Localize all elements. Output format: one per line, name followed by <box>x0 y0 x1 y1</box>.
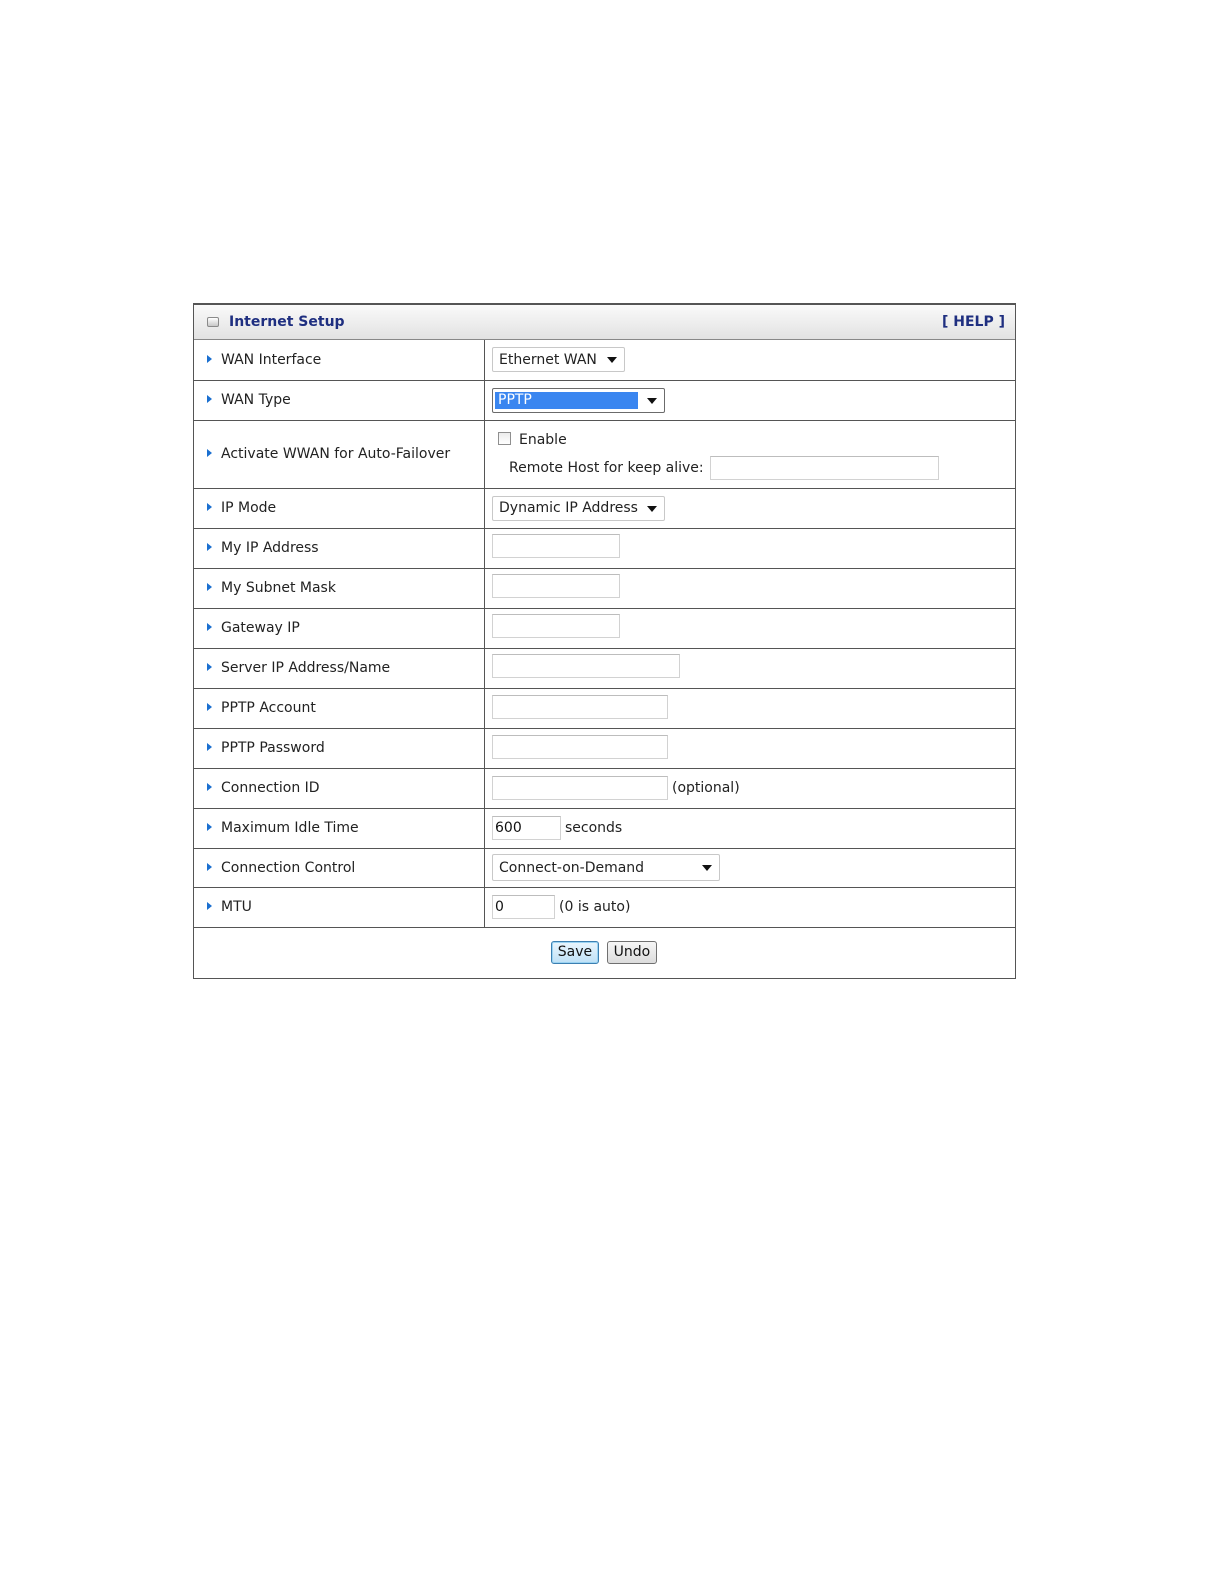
account-input[interactable] <box>492 695 668 719</box>
value-cell <box>485 808 1016 848</box>
value-cell <box>485 380 1016 420</box>
bullet-arrow-icon <box>207 395 212 403</box>
subnet-label: My Subnet Mask <box>221 580 336 596</box>
row-wwan-failover <box>194 420 1015 488</box>
bullet-arrow-icon <box>207 449 212 457</box>
idle-time-label: Maximum Idle Time <box>221 820 359 836</box>
ip-mode-select[interactable] <box>492 496 665 521</box>
label-cell <box>194 420 485 488</box>
mtu-label: MTU <box>221 899 252 915</box>
bullet-arrow-icon <box>207 863 212 871</box>
wan-type-select[interactable] <box>492 388 665 413</box>
bullet-arrow-icon <box>207 783 212 791</box>
label-cell <box>194 728 485 768</box>
row-account <box>194 688 1015 728</box>
undo-button[interactable]: Undo <box>607 941 658 964</box>
server-label: Server IP Address/Name <box>221 660 391 676</box>
wan-interface-value: Ethernet WAN <box>499 351 597 368</box>
remote-host-input[interactable] <box>710 456 939 480</box>
connection-id-hint: (optional) <box>672 780 740 796</box>
connection-control-label: Connection Control <box>221 859 356 876</box>
row-wan-type <box>194 380 1015 420</box>
mtu-hint: (0 is auto) <box>559 899 631 915</box>
label-cell <box>194 768 485 808</box>
button-cell <box>194 927 1015 978</box>
value-cell <box>485 528 1016 568</box>
row-password <box>194 728 1015 768</box>
wan-interface-select[interactable] <box>492 347 625 372</box>
subnet-input[interactable] <box>492 574 620 598</box>
label-cell <box>194 688 485 728</box>
remote-host-line <box>509 456 1015 480</box>
label-cell <box>194 848 485 887</box>
label-cell <box>194 380 485 420</box>
bullet-arrow-icon <box>207 623 212 631</box>
gateway-input[interactable] <box>492 614 620 638</box>
wan-interface-label: WAN Interface <box>221 351 322 368</box>
value-cell <box>485 488 1016 528</box>
value-cell <box>485 848 1016 887</box>
row-my-ip <box>194 528 1015 568</box>
dropdown-arrow-icon <box>647 398 657 404</box>
value-cell <box>485 568 1016 608</box>
connection-control-value: Connect-on-Demand <box>499 859 645 876</box>
enable-line <box>498 432 1015 448</box>
bullet-arrow-icon <box>207 583 212 591</box>
dropdown-arrow-icon <box>702 865 712 871</box>
save-button[interactable]: Save <box>551 941 599 964</box>
idle-time-input[interactable] <box>492 816 561 840</box>
bullet-arrow-icon <box>207 503 212 511</box>
ip-mode-label: IP Mode <box>221 500 277 516</box>
bullet-arrow-icon <box>207 703 212 711</box>
row-connection-control <box>194 848 1015 887</box>
idle-time-unit: seconds <box>565 820 623 836</box>
dropdown-arrow-icon <box>607 357 617 363</box>
label-cell <box>194 488 485 528</box>
bullet-arrow-icon <box>207 663 212 671</box>
row-subnet <box>194 568 1015 608</box>
value-cell <box>485 648 1016 688</box>
value-cell <box>485 608 1016 648</box>
remote-host-label: Remote Host for keep alive: <box>509 460 704 476</box>
bullet-arrow-icon <box>207 743 212 751</box>
label-cell <box>194 648 485 688</box>
label-cell <box>194 528 485 568</box>
value-cell <box>485 728 1016 768</box>
password-input[interactable] <box>492 735 668 759</box>
row-wan-interface <box>194 340 1015 380</box>
my-ip-input[interactable] <box>492 534 620 558</box>
label-cell <box>194 887 485 927</box>
label-cell <box>194 808 485 848</box>
password-label: PPTP Password <box>221 740 325 756</box>
internet-setup-panel <box>193 303 1016 979</box>
enable-label: Enable <box>519 432 567 448</box>
value-cell <box>485 887 1016 927</box>
row-connection-id <box>194 768 1015 808</box>
wwan-failover-label: Activate WWAN for Auto-Failover <box>221 446 451 462</box>
dropdown-arrow-icon <box>647 506 657 512</box>
value-cell <box>485 688 1016 728</box>
row-mtu <box>194 887 1015 927</box>
settings-table <box>194 340 1015 978</box>
label-cell <box>194 340 485 380</box>
bullet-arrow-icon <box>207 543 212 551</box>
connection-id-input[interactable] <box>492 776 668 800</box>
row-server <box>194 648 1015 688</box>
value-cell <box>485 340 1016 380</box>
bullet-arrow-icon <box>207 355 212 363</box>
server-input[interactable] <box>492 654 680 678</box>
row-buttons <box>194 927 1015 978</box>
connection-control-select[interactable] <box>492 854 720 881</box>
panel-header-icon <box>207 317 219 327</box>
mtu-input[interactable] <box>492 895 555 919</box>
wan-type-value: PPTP <box>495 392 638 409</box>
panel-header <box>194 305 1015 340</box>
gateway-label: Gateway IP <box>221 620 300 636</box>
help-link[interactable]: [ HELP ] <box>941 314 1005 330</box>
connection-id-label: Connection ID <box>221 780 320 796</box>
account-label: PPTP Account <box>221 700 316 716</box>
enable-checkbox[interactable] <box>498 432 511 445</box>
row-ip-mode <box>194 488 1015 528</box>
my-ip-label: My IP Address <box>221 540 319 556</box>
label-cell <box>194 568 485 608</box>
wan-type-label: WAN Type <box>221 392 291 408</box>
button-group <box>551 941 657 964</box>
row-gateway <box>194 608 1015 648</box>
ip-mode-value: Dynamic IP Address <box>499 500 638 516</box>
bullet-arrow-icon <box>207 823 212 831</box>
value-cell <box>485 768 1016 808</box>
value-cell <box>485 420 1016 488</box>
panel-title: Internet Setup <box>229 314 345 330</box>
label-cell <box>194 608 485 648</box>
bullet-arrow-icon <box>207 902 212 910</box>
row-idle-time <box>194 808 1015 848</box>
